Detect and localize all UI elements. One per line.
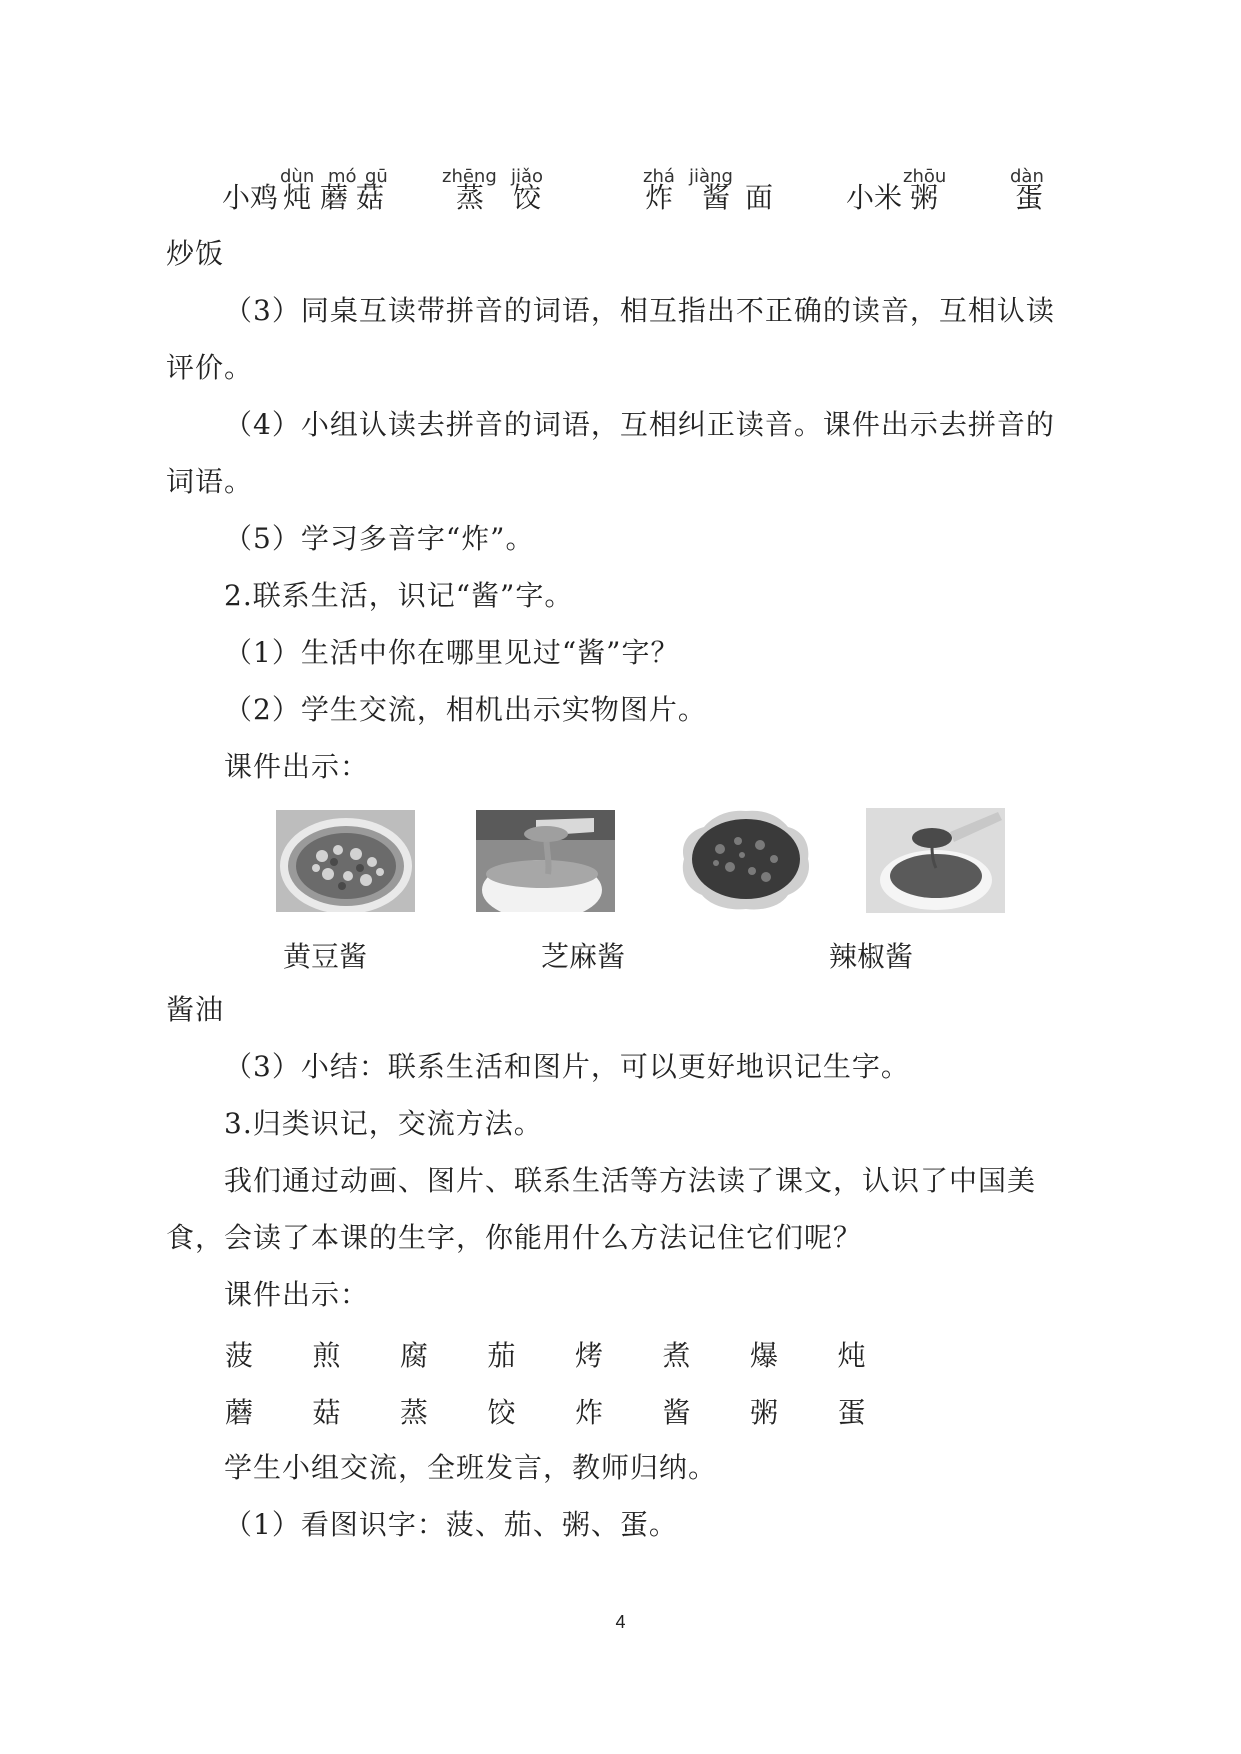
section-2-item-3: （3）小结：联系生活和图片，可以更好地识记生字。 xyxy=(224,1050,910,1083)
kejian-chushi-1: 课件出示： xyxy=(224,750,370,783)
char-jiao: 饺 xyxy=(513,181,542,214)
section-3-heading: 3.归类识记，交流方法。 xyxy=(224,1107,543,1140)
char-zheng: 蒸 xyxy=(456,181,485,214)
pinyin-zhou: zhōu xyxy=(903,166,947,187)
pinyin-dan: dàn xyxy=(1010,166,1044,187)
grid-char: 菠 xyxy=(224,1339,253,1372)
section-2-item-1: （1）生活中你在哪里见过“酱”字？ xyxy=(224,636,680,669)
grid-char: 粥 xyxy=(749,1396,778,1429)
grid-char: 蒸 xyxy=(399,1396,428,1429)
char-gu: 菇 xyxy=(356,181,385,214)
section-3-para2: 学生小组交流，全班发言，教师归纳。 xyxy=(224,1451,718,1484)
pinyin-gu: gū xyxy=(365,166,388,187)
soybean-paste-image xyxy=(276,810,415,912)
para-4-line1: （4）小组认读去拼音的词语，互相纠正读音。课件出示去拼音的 xyxy=(224,408,1055,441)
pinyin-zheng: zhēng xyxy=(442,166,497,187)
pinyin-dun: dùn xyxy=(280,166,315,187)
char-dun: 炖 xyxy=(283,181,312,214)
char-zha: 炸 xyxy=(645,181,674,214)
para-3-line1: （3）同桌互读带拼音的词语，相互指出不正确的读音，互相认读 xyxy=(224,294,1055,327)
caption-huangdoujiang: 黄豆酱 xyxy=(283,940,368,973)
grid-char: 酱 xyxy=(662,1396,691,1429)
word-prefix-xiaomi: 小米 xyxy=(846,181,903,214)
chili-sauce-image xyxy=(676,805,815,913)
char-jiang: 酱 xyxy=(702,181,731,214)
grid-char: 腐 xyxy=(399,1339,428,1372)
grid-char: 蛋 xyxy=(837,1396,866,1429)
pinyin-zha: zhá xyxy=(643,166,675,187)
continuation-chaofan: 炒饭 xyxy=(166,237,225,270)
kejian-chushi-2: 课件出示： xyxy=(224,1278,370,1311)
char-mian: 面 xyxy=(745,181,774,214)
char-dan: 蛋 xyxy=(1015,181,1044,214)
grid-char: 菇 xyxy=(312,1396,341,1429)
soy-sauce-image xyxy=(866,808,1005,913)
section-3-para1-line1: 我们通过动画、图片、联系生活等方法读了课文，认识了中国美 xyxy=(224,1164,1037,1197)
grid-char: 煎 xyxy=(312,1339,341,1372)
char-zhou: 粥 xyxy=(910,181,939,214)
page-number: 4 xyxy=(615,1612,626,1632)
caption-lajiaojiang: 辣椒酱 xyxy=(829,940,914,973)
section-2-heading: 2.联系生活，识记“酱”字。 xyxy=(224,579,574,612)
grid-char: 蘑 xyxy=(224,1396,253,1429)
char-mo: 蘑 xyxy=(320,181,349,214)
para-5: （5）学习多音字“炸”。 xyxy=(224,522,535,555)
pinyin-mo: mó xyxy=(328,166,357,187)
grid-char: 爆 xyxy=(749,1339,778,1372)
grid-char: 烤 xyxy=(574,1339,603,1372)
grid-char: 煮 xyxy=(662,1339,691,1372)
section-3-item-1: （1）看图识字：菠、茄、粥、蛋。 xyxy=(224,1508,678,1541)
pinyin-jiang: jiàng xyxy=(689,166,733,187)
para-4-line2: 词语。 xyxy=(166,465,254,498)
pinyin-jiao: jiǎo xyxy=(511,166,544,187)
caption-jiangyou: 酱油 xyxy=(166,993,225,1026)
word-prefix-xiaoji: 小鸡 xyxy=(222,181,279,214)
grid-char: 饺 xyxy=(487,1396,516,1429)
section-3-para1-line2: 食，会读了本课的生字，你能用什么方法记住它们呢？ xyxy=(166,1221,863,1254)
sesame-paste-image xyxy=(476,810,615,912)
grid-char: 炖 xyxy=(837,1339,866,1372)
caption-zhimajiang: 芝麻酱 xyxy=(541,940,626,973)
grid-char: 炸 xyxy=(574,1396,603,1429)
para-3-line2: 评价。 xyxy=(166,351,254,384)
grid-char: 茄 xyxy=(487,1339,516,1372)
section-2-item-2: （2）学生交流，相机出示实物图片。 xyxy=(224,693,707,726)
